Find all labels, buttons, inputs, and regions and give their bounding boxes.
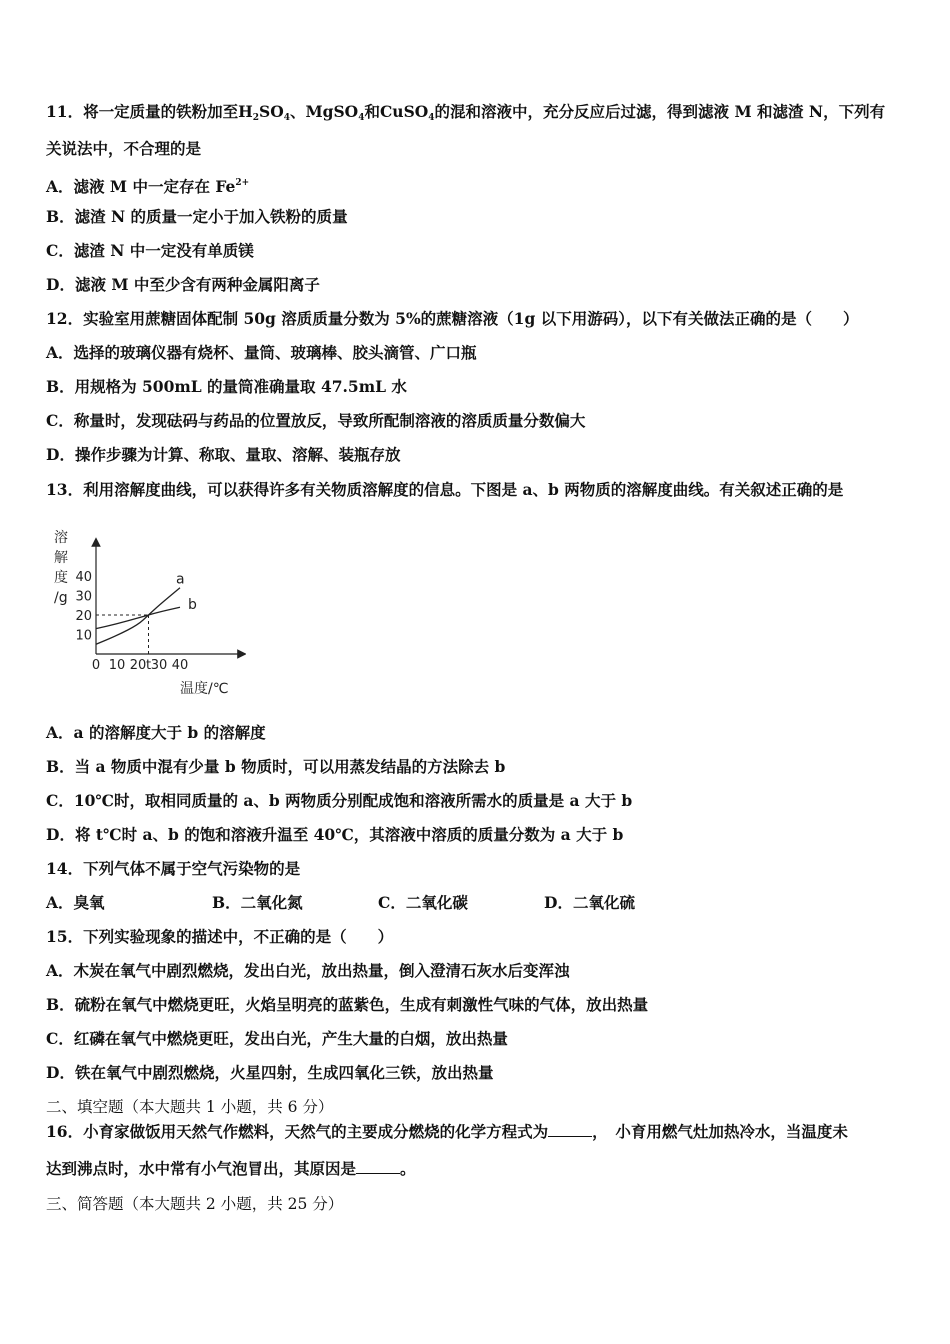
q14-option-b: B．二氧化氮 — [212, 893, 303, 912]
q12-option-d: D．操作步骤为计算、称取、量取、溶解、装瓶存放 — [46, 445, 401, 464]
y-axis-label-char: 度 — [54, 570, 68, 586]
q12-option-a: A．选择的玻璃仪器有烧杯、量筒、玻璃棒、胶头滴管、广口瓶 — [46, 343, 477, 362]
q12-option-b: B．用规格为 500mL 的量筒准确量取 47.5mL 水 — [46, 377, 407, 396]
q13-stem: 13．利用溶解度曲线，可以获得许多有关物质溶解度的信息。下图是 a、b 两物质的溶解度曲线。有关叙述正确的是 — [46, 480, 844, 499]
q13-option-a: A．a 的溶解度大于 b 的溶解度 — [46, 723, 266, 742]
y-tick-labels — [75, 570, 92, 644]
q14-option-d: D．二氧化硫 — [544, 893, 635, 912]
q14-option-c: C．二氧化碳 — [378, 893, 468, 912]
q13-option-b: B．当 a 物质中混有少量 b 物质时，可以用蒸发结晶的方法除去 b — [46, 757, 506, 776]
q16-blank-1[interactable] — [548, 1124, 592, 1137]
section2-title: 二、填空题（本大题共 1 小题，共 6 分） — [46, 1098, 334, 1116]
q16-stem-line1: 16．小育家做饭用天然气作燃料，天然气的主要成分燃烧的化学方程式为 ， 小育用燃气灶加热冷水，当温度未 — [46, 1122, 848, 1141]
y-tick-label: 20 — [75, 609, 92, 624]
q11-stem-line2: 关说法中，不合理的是 — [46, 139, 202, 158]
curves — [96, 572, 197, 645]
q15-stem: 15．下列实验现象的描述中，不正确的是（ ） — [46, 927, 394, 946]
q14-option-a: A．臭氧 — [46, 893, 105, 912]
q11-option-c: C．滤渣 N 中一定没有单质镁 — [46, 241, 254, 260]
x-tick-labels — [92, 658, 188, 673]
series-b-label: b — [188, 597, 197, 614]
x-tick-label: 20 — [129, 658, 147, 673]
q13-option-c: C．10℃时，取相同质量的 a、b 两物质分别配成饱和溶液所需水的质量是 a 大于 b — [46, 791, 633, 810]
q14-options — [46, 893, 635, 913]
q16-blank-2[interactable] — [356, 1161, 400, 1174]
y-tick-label: 10 — [75, 628, 92, 644]
q15-option-b: B．硫粉在氧气中燃烧更旺，火焰呈明亮的蓝紫色，生成有刺激性气味的气体，放出热量 — [46, 995, 649, 1014]
series-a-label: a — [176, 571, 185, 588]
y-axis-label-char: 溶 — [54, 530, 68, 546]
x-tick-label: 10 — [108, 658, 126, 673]
q15-option-c: C．红磷在氧气中燃烧更旺，发出白光，产生大量的白烟，放出热量 — [46, 1029, 508, 1048]
x-tick-label: 0 — [91, 658, 101, 673]
q14-stem: 14．下列气体不属于空气污染物的是 — [46, 859, 301, 878]
y-axis-label-char: /g — [54, 590, 68, 606]
q15-option-d: D．铁在氧气中剧烈燃烧，火星四射，生成四氧化三铁，放出热量 — [46, 1063, 494, 1082]
x-axis-label: 温度/℃ — [180, 681, 229, 697]
series-a-curve — [96, 588, 180, 645]
q15-option-a: A．木炭在氧气中剧烈燃烧，发出白光，放出热量，倒入澄清石灰水后变浑浊 — [46, 961, 570, 980]
q16-stem-line2: 达到沸点时，水中常有小气泡冒出，其原因是 。 — [46, 1159, 416, 1178]
q13-option-d: D．将 t℃时 a、b 的饱和溶液升温至 40℃，其溶液中溶质的质量分数为 a 大于 b — [46, 825, 624, 844]
q11-stem-line1: 11．将一定质量的铁粉加至$H_2SO_4$、MgSO$_4$和CuSO$_4$的混和溶液中，充分反应后过滤，得到滤液 M 和滤渣 N，下列有 — [46, 102, 886, 123]
x-tick-label: t — [145, 658, 152, 673]
y-axis-label-char: 解 — [54, 550, 68, 566]
x-tick-label: 40 — [171, 658, 189, 673]
q12-option-c: C．称量时，发现砝码与药品的位置放反，导致所配制溶液的溶质质量分数偏大 — [46, 411, 586, 430]
y-tick-label: 30 — [75, 589, 92, 605]
q11-option-d: D．滤液 M 中至少含有两种金属阳离子 — [46, 275, 320, 294]
y-axis-label-group — [54, 529, 68, 606]
series-b-curve — [96, 607, 180, 628]
q11-option-a: A．滤液 M 中一定存在 $Fe^{2+}$ — [46, 177, 250, 196]
q12-stem: 12．实验室用蔗糖固体配制 50g 溶质质量分数为 5%的蔗糖溶液（1g 以下用游码），以下有关做法正确的是（ ） — [46, 309, 859, 328]
q11-option-b: B．滤渣 N 的质量一定小于加入铁粉的质量 — [46, 207, 348, 226]
y-tick-label: 40 — [75, 570, 92, 585]
section3-title: 三、简答题（本大题共 2 小题，共 25 分） — [46, 1195, 344, 1213]
x-tick-label: 30 — [150, 658, 168, 673]
intersection-guides — [96, 615, 149, 654]
solubility-chart — [46, 522, 246, 702]
